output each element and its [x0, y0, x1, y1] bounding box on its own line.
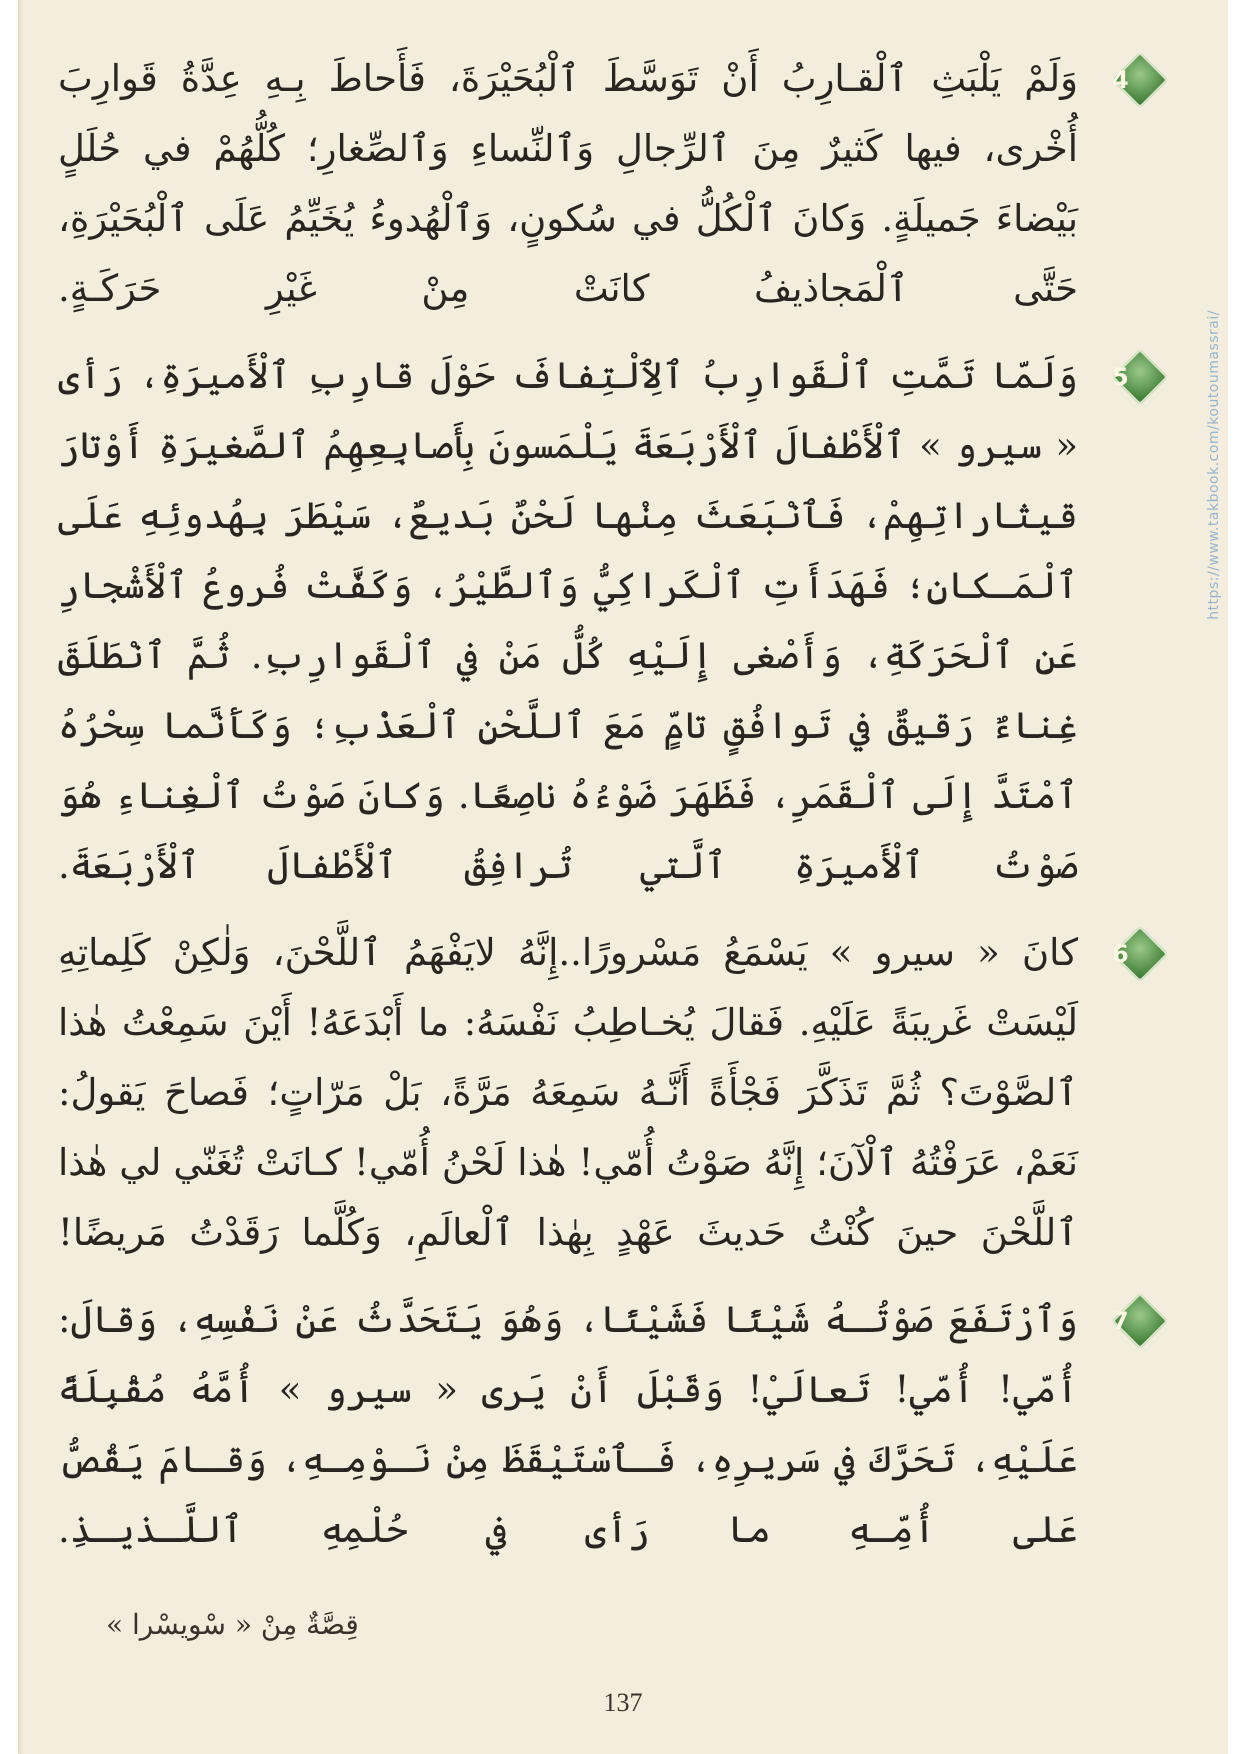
paragraph-text: وَٱرْتَفَعَ صَوْتُـهُ شَيْئًا فَشَيْئًا، وَهُوَ يَتَحَدَّثُ عَنْ نَفْسِهِ، وَقالَ: أُمّي! أُمّي! تَعالَيْ! وَقَبْلَ أَنْ يَرى « سيرو » أُمَّهُ مُقْبِلَةً عَلَيْهِ، تَحَرَّكَ في سَريرِهِ، فَـٱسْتَيْقَظَ مِنْ نَـوْمِـهِ، وَقـامَ يَقُصُّ عَلى أُمِّـهِ ما رَأى في حُلْمِهِ ٱللَّـذيـذِ. — [58, 1298, 1078, 1551]
paragraph-number: 6 — [1112, 940, 1129, 968]
paragraph-number: 5 — [1112, 363, 1129, 391]
paragraph-number-badge — [1112, 52, 1168, 108]
paragraph-4 — [58, 44, 1182, 324]
page-number: 137 — [603, 1688, 643, 1717]
paragraph-6 — [58, 918, 1182, 1268]
paragraph-text: كانَ « سيرو » يَسْمَعُ مَسْرورًا..إِنَّهُ لايَفْهَمُ ٱللَّحْنَ، وَلٰكِنْ كَلِماتِهِ لَيْسَتْ غَريبَةً عَلَيْهِ. فَقالَ يُخـاطِبُ نَفْسَهُ: ما أَبْدَعَهُ! أَيْنَ سَمِعْتُ هٰذا ٱلصَّوْتَ؟ ثُمَّ تَذَكَّرَ فَجْأَةً أَنَّـهُ سَمِعَهُ مَرَّةً، بَلْ مَرّاتٍ؛ فَصاحَ يَقولُ: نَعَمْ، عَرَفْتُهُ ٱلْآنَ؛ إِنَّهُ صَوْتُ أُمّي! هٰذا لَحْنُ أُمّي! كـانَتْ تُغَنّي لي هٰذا ٱللَّحْنَ حينَ كُنْتُ حَديثَ عَهْدٍ بِهٰذا ٱلْعالَمِ، وَكُلَّما رَقَدْتُ مَريضًا! — [58, 931, 1078, 1254]
paragraph-number: 7 — [1112, 1307, 1129, 1335]
paragraph-7 — [58, 1285, 1182, 1565]
book-page — [18, 0, 1228, 1754]
story-text — [58, 44, 1182, 1582]
paragraph-text: وَلَمّا تَمَّتِ ٱلْقَوارِبُ ٱلِٱلْتِفافَ حَوْلَ قارِبِ ٱلْأَميرَةِ، رَأى « سيرو » ٱلْأَطْفالَ ٱلْأَرْبَعَةَ يَلْمَسونَ بِأَصابِعِهِمُ ٱلصَّغيرَةِ أَوْتارَ قيثاراتِهِمْ، فَٱنْبَعَثَ مِنْها لَحْنٌ بَديعٌ، سَيْطَرَ بِهُدوئِهِ عَلَى ٱلْمَـكانِ؛ فَهَدَأَتِ ٱلْكَراكِيُّ وَٱلطَّيْرُ، وَكَفَّتْ فُروعُ ٱلْأَشْجارِ عَنِ ٱلْحَرَكَةِ، وَأَصْغى إِلَيْهِ كُلُّ مَنْ في ٱلْقَوارِبِ. ثُمَّ ٱنْطَلَقَ غِناءٌ رَقيقٌ في تَوافُقٍ تامٍّ مَعَ ٱللَّحْنِ ٱلْعَذْبِ؛ وَكَأَنَّما سِحْرُهُ ٱمْتَدَّ إِلَى ٱلْقَمَرِ، فَظَهَرَ ضَوْءُهُ ناصِعًا. وَكانَ صَوْتُ ٱلْغِناءِ هُوَ صَوْتُ ٱلْأَميرَةِ ٱلَّتي تُرافِقُ ٱلْأَطْفالَ ٱلْأَرْبَعَةَ. — [58, 354, 1078, 887]
paragraph-number: 4 — [1112, 66, 1129, 94]
watermark-url[interactable]: https://www.takbook.com/koutoumassrai/ — [1206, 310, 1222, 620]
paragraph-number-badge — [1112, 926, 1168, 982]
story-source: قِصَّةٌ مِنْ « سْويسْرا » — [106, 1608, 359, 1641]
paragraph-number-badge — [1112, 349, 1168, 405]
paragraph-text: وَلَمْ يَلْبَثِ ٱلْقـارِبُ أَنْ تَوَسَّطَ ٱلْبُحَيْرَةَ، فَأَحاطَ بِـهِ عِدَّةُ قَوارِبَ أُخْرى، فيها كَثيرٌ مِنَ ٱلرِّجالِ وَٱلنِّساءِ وَٱلصِّغارِ؛ كُلُّهُمْ في حُلَلٍ بَيْضاءَ جَميلَةٍ. وَكانَ ٱلْكُلُّ في سُكونٍ، وَٱلْهُدوءُ يُخَيِّمُ عَلَى ٱلْبُحَيْرَةِ، حَتَّى ٱلْمَجاذيفُ كانَتْ مِنْ غَيْرِ حَرَكَـةٍ. — [58, 57, 1078, 310]
paragraph-number-badge — [1112, 1293, 1168, 1349]
paragraph-5 — [58, 341, 1182, 901]
